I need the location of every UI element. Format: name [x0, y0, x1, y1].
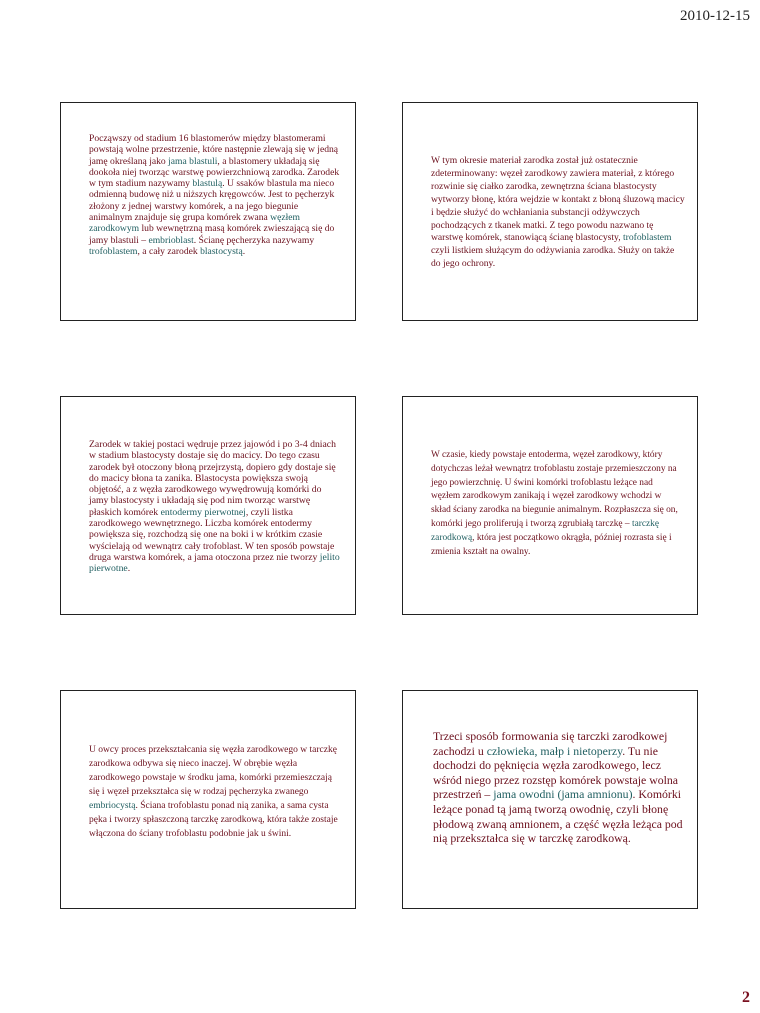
- highlighted-term: człowieka, małp i nietoperzy: [486, 743, 623, 758]
- text-segment: Począwszy od stadium 16 blastomerów między blastomerami powstają wolne przestrzenie, które następnie zlewają się w jedną jamę określaną jako: [89, 133, 339, 167]
- text-segment: , a cały zarodek: [137, 245, 201, 257]
- text-segment: . Komórki leżące ponad tą jamą tworzą owodnię, czyli błonę płodową zwaną amnionem, a część węzła leżąca pod nią przekształca się w tarczkę zarodkową.: [433, 787, 683, 846]
- text-segment: . U ssaków blastula ma nieco odmienną budowę niż u niższych kręgowców. Jest to pęcherzyk złożony z jednej warstwy komórek, a na jego biegunie animalnym znajduje się grupa komórek zwana: [89, 178, 335, 224]
- slide-thumbnail: [60, 102, 356, 321]
- text-segment: lub wewnętrzną masą komórek zwieszającą się do jamy blastuli –: [89, 223, 335, 246]
- slide-thumbnail: [402, 102, 698, 321]
- highlighted-term: jama owodni (jama amnionu): [493, 787, 633, 802]
- highlighted-term: embriocystą: [89, 801, 136, 811]
- text-segment: . Tu nie dochodzi do pęknięcia węzła zarodkowego, lecz wśród niego przez rozstęp komórek powstaje wolna przestrzeń –: [433, 743, 679, 802]
- text-segment: , a blastomery układają się dookoła niej tworząc warstwę powierzchniową zarodka. Zarodek w tym stadium nazywamy: [89, 155, 340, 190]
- highlighted-term: tarczkę zarodkową: [431, 518, 660, 543]
- highlighted-term: blastulą: [192, 178, 223, 190]
- page-date: 2010-12-15: [680, 8, 750, 24]
- highlighted-term: embrioblast: [148, 234, 194, 246]
- text-segment: .: [242, 245, 246, 257]
- slide-text: [431, 449, 683, 559]
- slide-text: [433, 729, 685, 846]
- slide-thumbnail: [60, 396, 356, 615]
- highlighted-term: trofoblastem: [89, 245, 138, 257]
- text-segment: W tym okresie materiał zarodka został już ostatecznie zdeterminowany: węzeł zarodkowy zawiera materiał, z którego rozwinie się ciałko zarodka, zewnętrzna ściana blastocysty wytworzy błonę, która wejdzie w kontakt z błoną śluzową macicy i będzie służyć do wchłaniania substancji odżywczych pochodzących z tkanek matki. Z tego powodu nazwano tę warstwę komórek, stanowiącą ścianę blastocysty,: [431, 155, 685, 244]
- slide-text: [89, 133, 341, 257]
- slide-thumbnail: [402, 690, 698, 909]
- highlighted-term: blastocystą: [200, 245, 243, 257]
- highlighted-term: trofoblastem: [623, 232, 672, 244]
- highlighted-term: entodermy pierwotnej: [160, 506, 246, 518]
- text-segment: . Ściana trofoblastu ponad nią zanika, a sama cysta pęka i tworzy spłaszczoną tarczkę zarodkową, która także zostaje włączona do ściany trofoblastu podobnie jak u świni.: [89, 801, 338, 839]
- slide-text: [89, 439, 341, 575]
- highlighted-term: węzłem zarodkowym: [89, 212, 300, 235]
- slide-text: [431, 155, 686, 271]
- highlighted-term: jama blastuli: [168, 155, 218, 167]
- text-segment: . Ścianę pęcherzyka nazywamy: [193, 234, 315, 246]
- text-segment: .: [127, 563, 131, 575]
- text-segment: , która jest początkowo okrągła, później rozrasta się i zmienia kształt na owalny.: [431, 532, 672, 557]
- text-segment: U owcy proces przekształcania się węzła zarodkowego w tarczkę zarodkowa odbywa się nieco inaczej. W obrębie węzła zarodkowego powstaje w środku jama, komórki przemieszczają się i węzeł przekształca się w rodzaj pęcherzyka zwanego: [89, 745, 337, 797]
- slide-text: [89, 743, 344, 841]
- text-segment: Trzeci sposób formowania się tarczki zarodkowej zachodzi u: [433, 729, 668, 758]
- slide-thumbnail: [60, 690, 356, 909]
- highlighted-term: jelito pierwotne: [89, 551, 340, 575]
- text-segment: czyli listkiem służącym do odżywiania zarodka. Służy on także do jego ochrony.: [431, 245, 675, 270]
- text-segment: Zarodek w takiej postaci wędruje przez jajowód i po 3-4 dniach w stadium blastocysty dostaje się do macicy. Do tego czasu zarodek był otoczony błoną przejrzystą, dopiero gdy dostaje się do macicy błona ta zanika. Blastocysta powiększa swoją objętość, a z węzła zarodkowego wywędrowują komórki do jamy blastocysty i układają się pod nim tworząc warstwę płaskich komórek: [89, 439, 336, 518]
- text-segment: W czasie, kiedy powstaje entoderma, węzeł zarodkowy, który dotychczas leżał wewnątrz trofoblastu zostaje przemieszczony na jego powierzchnię. U świni komórki trofoblastu leżące nad węzłem zarodkowym zanikają i węzeł zarodkowy wchodzi w skład ściany zarodka na biegunie animalnym. Rozpłaszcza się on, komórki jego proliferują i tworzą zgrubiałą tarczkę –: [431, 450, 678, 529]
- text-segment: , czyli listka zarodkowego wewnętrznego. Liczba komórek entodermy powiększa się, rozchodzą się one na boki i w krótkim czasie wyścielają od wewnątrz cały trofoblast. W ten sposób powstaje druga warstwa komórek, a jama otoczona przez nie tworzy: [89, 506, 335, 563]
- page-number: 2: [742, 989, 750, 1006]
- slide-thumbnail: [402, 396, 698, 615]
